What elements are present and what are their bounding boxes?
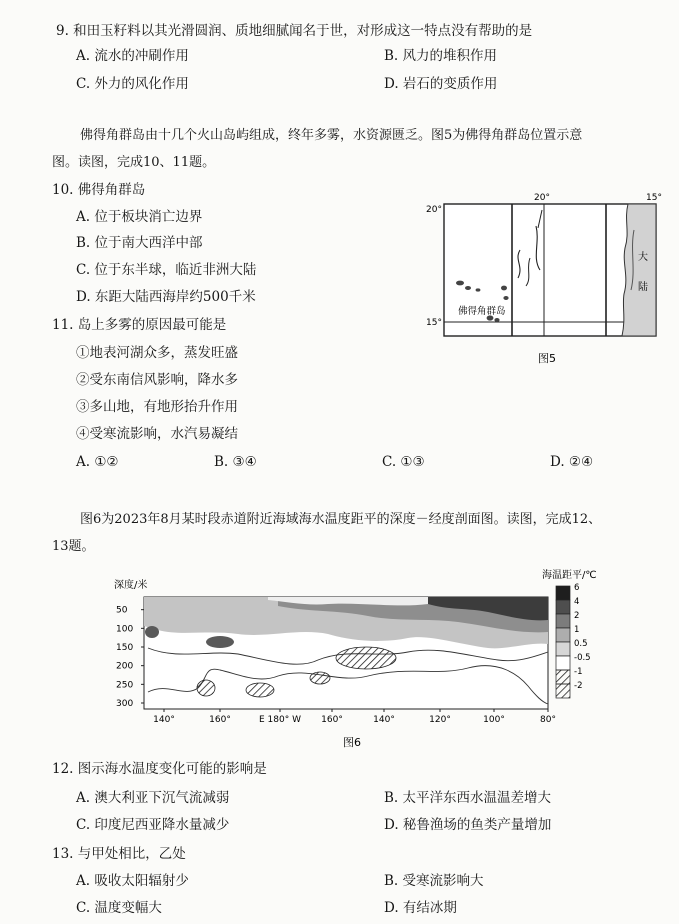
anomaly-region-cool-3 bbox=[246, 683, 274, 697]
figure-6-profile bbox=[108, 564, 598, 750]
island bbox=[456, 281, 464, 286]
x-tick-label: 100° bbox=[483, 715, 505, 725]
q13-option-a: A. 吸收太阳辐射少 bbox=[76, 873, 189, 889]
x-tick-label: 140° bbox=[153, 715, 175, 725]
legend-value: 6 bbox=[574, 583, 580, 593]
q13-option-b: B. 受寒流影响大 bbox=[384, 873, 484, 889]
y-tick-label: 200 bbox=[116, 661, 134, 672]
x-tick-label: E 180° W bbox=[259, 715, 301, 725]
x-tick-label: 160° bbox=[209, 715, 231, 725]
anomaly-region-cool-4 bbox=[310, 672, 330, 684]
y-axis-label: 深度/米 bbox=[114, 580, 148, 591]
anomaly-region-cool-2 bbox=[197, 680, 215, 696]
q10-option-c: C. 位于东半球，临近非洲大陆 bbox=[76, 262, 257, 278]
q11-stem: 11. 岛上多雾的原因最可能是 bbox=[52, 317, 227, 333]
y-tick-label: 50 bbox=[116, 605, 128, 616]
q10-option-d: D. 东距大陆西海岸约500千米 bbox=[76, 289, 256, 305]
q11-option-a: A. ①② bbox=[76, 454, 119, 470]
y-tick-label: 300 bbox=[116, 699, 134, 709]
q11-statement-3: ③多山地，有地形抬升作用 bbox=[76, 399, 238, 415]
q13-option-c: C. 温度变幅大 bbox=[76, 900, 162, 916]
legend-value: -2 bbox=[574, 681, 583, 691]
q11-statement-1: ①地表河湖众多，蒸发旺盛 bbox=[76, 345, 238, 361]
legend-swatch bbox=[556, 614, 570, 628]
passage1-line2: 图。读图，完成10、11题。 bbox=[52, 155, 216, 170]
q12-option-c: C. 印度尼西亚降水量减少 bbox=[76, 817, 230, 833]
q10-option-b: B. 位于南大西洋中部 bbox=[76, 235, 203, 251]
q11-option-b: B. ③④ bbox=[214, 454, 257, 470]
island bbox=[501, 286, 507, 291]
continent-label-2: 陆 bbox=[638, 282, 648, 293]
african-continent bbox=[622, 204, 656, 336]
legend-swatch bbox=[556, 642, 570, 656]
lon-label-15: 15° bbox=[646, 193, 662, 203]
legend-swatch bbox=[556, 600, 570, 614]
q13-stem: 13. 与甲处相比，乙处 bbox=[52, 846, 186, 862]
island bbox=[476, 288, 481, 291]
q9-option-a: A. 流水的冲刷作用 bbox=[76, 48, 189, 64]
legend-value: 4 bbox=[574, 597, 580, 607]
x-axis-ticks bbox=[153, 709, 556, 725]
island-label: 佛得角群岛 bbox=[458, 306, 506, 317]
legend-value: -1 bbox=[574, 667, 583, 677]
y-tick-label: 100 bbox=[116, 624, 134, 635]
island bbox=[494, 318, 499, 322]
continent-label-1: 大 bbox=[638, 252, 648, 263]
lat-label-15: 15° bbox=[426, 318, 442, 328]
x-tick-label: 140° bbox=[373, 715, 395, 725]
legend-swatch bbox=[556, 684, 570, 698]
x-tick-label: 160° bbox=[321, 715, 343, 725]
anomaly-region-cool-6 bbox=[206, 636, 234, 648]
anomaly-region-cool-5 bbox=[145, 626, 159, 638]
legend-swatch bbox=[556, 656, 570, 670]
legend-title: 海温距平/℃ bbox=[542, 570, 597, 581]
passage1-line1: 佛得角群岛由十几个火山岛屿组成，终年多雾，水资源匮乏。图5为佛得角群岛位置示意 bbox=[80, 128, 583, 143]
q11-option-d: D. ②④ bbox=[550, 454, 594, 470]
y-tick-label: 250 bbox=[116, 680, 134, 691]
q13-option-d: D. 有结冰期 bbox=[384, 900, 457, 916]
anomaly-region-cool-1 bbox=[336, 647, 396, 669]
q11-statement-4: ④受寒流影响，水汽易凝结 bbox=[76, 426, 238, 442]
x-tick-label: 80° bbox=[540, 715, 556, 725]
q9-option-c: C. 外力的风化作用 bbox=[76, 76, 189, 92]
x-tick-label: 120° bbox=[429, 715, 451, 725]
legend-value: -0.5 bbox=[574, 653, 591, 663]
legend-value: 2 bbox=[574, 611, 580, 621]
y-tick-label: 150 bbox=[116, 643, 134, 653]
legend-swatch bbox=[556, 670, 570, 684]
q9-stem: 9. 和田玉籽料以其光滑圆润、质地细腻闻名于世，对形成这一特点没有帮助的是 bbox=[56, 23, 533, 39]
passage2-line1: 图6为2023年8月某时段赤道附近海域海水温度距平的深度－经度剖面图。读图，完成12、 bbox=[80, 512, 602, 527]
q12-option-b: B. 太平洋东西水温温差增大 bbox=[384, 790, 552, 806]
lat-label-20: 20° bbox=[426, 205, 442, 215]
lon-label-20: 20° bbox=[534, 193, 550, 203]
legend-swatch bbox=[556, 586, 570, 600]
q10-stem: 10. 佛得角群岛 bbox=[52, 182, 146, 198]
figure-6-caption: 图6 bbox=[343, 736, 361, 749]
q12-option-d: D. 秘鲁渔场的鱼类产量增加 bbox=[384, 817, 552, 833]
y-axis-ticks bbox=[116, 606, 144, 709]
q11-statement-2: ②受东南信风影响，降水多 bbox=[76, 372, 238, 388]
legend bbox=[556, 583, 591, 698]
q9-option-d: D. 岩石的变质作用 bbox=[384, 76, 498, 92]
legend-swatch bbox=[556, 628, 570, 642]
figure-5-caption: 图5 bbox=[538, 352, 556, 365]
legend-value: 1 bbox=[574, 625, 580, 635]
island bbox=[465, 286, 471, 290]
q10-option-a: A. 位于板块消亡边界 bbox=[76, 209, 203, 225]
q11-option-c: C. ①③ bbox=[382, 454, 425, 470]
legend-value: 0.5 bbox=[574, 639, 588, 649]
q12-option-a: A. 澳大利亚下沉气流减弱 bbox=[76, 790, 230, 806]
q9-option-b: B. 风力的堆积作用 bbox=[384, 48, 498, 64]
island bbox=[503, 296, 508, 300]
passage2-line2: 13题。 bbox=[52, 539, 95, 554]
figure-5-map bbox=[420, 190, 670, 370]
q12-stem: 12. 图示海水温度变化可能的影响是 bbox=[52, 761, 267, 777]
